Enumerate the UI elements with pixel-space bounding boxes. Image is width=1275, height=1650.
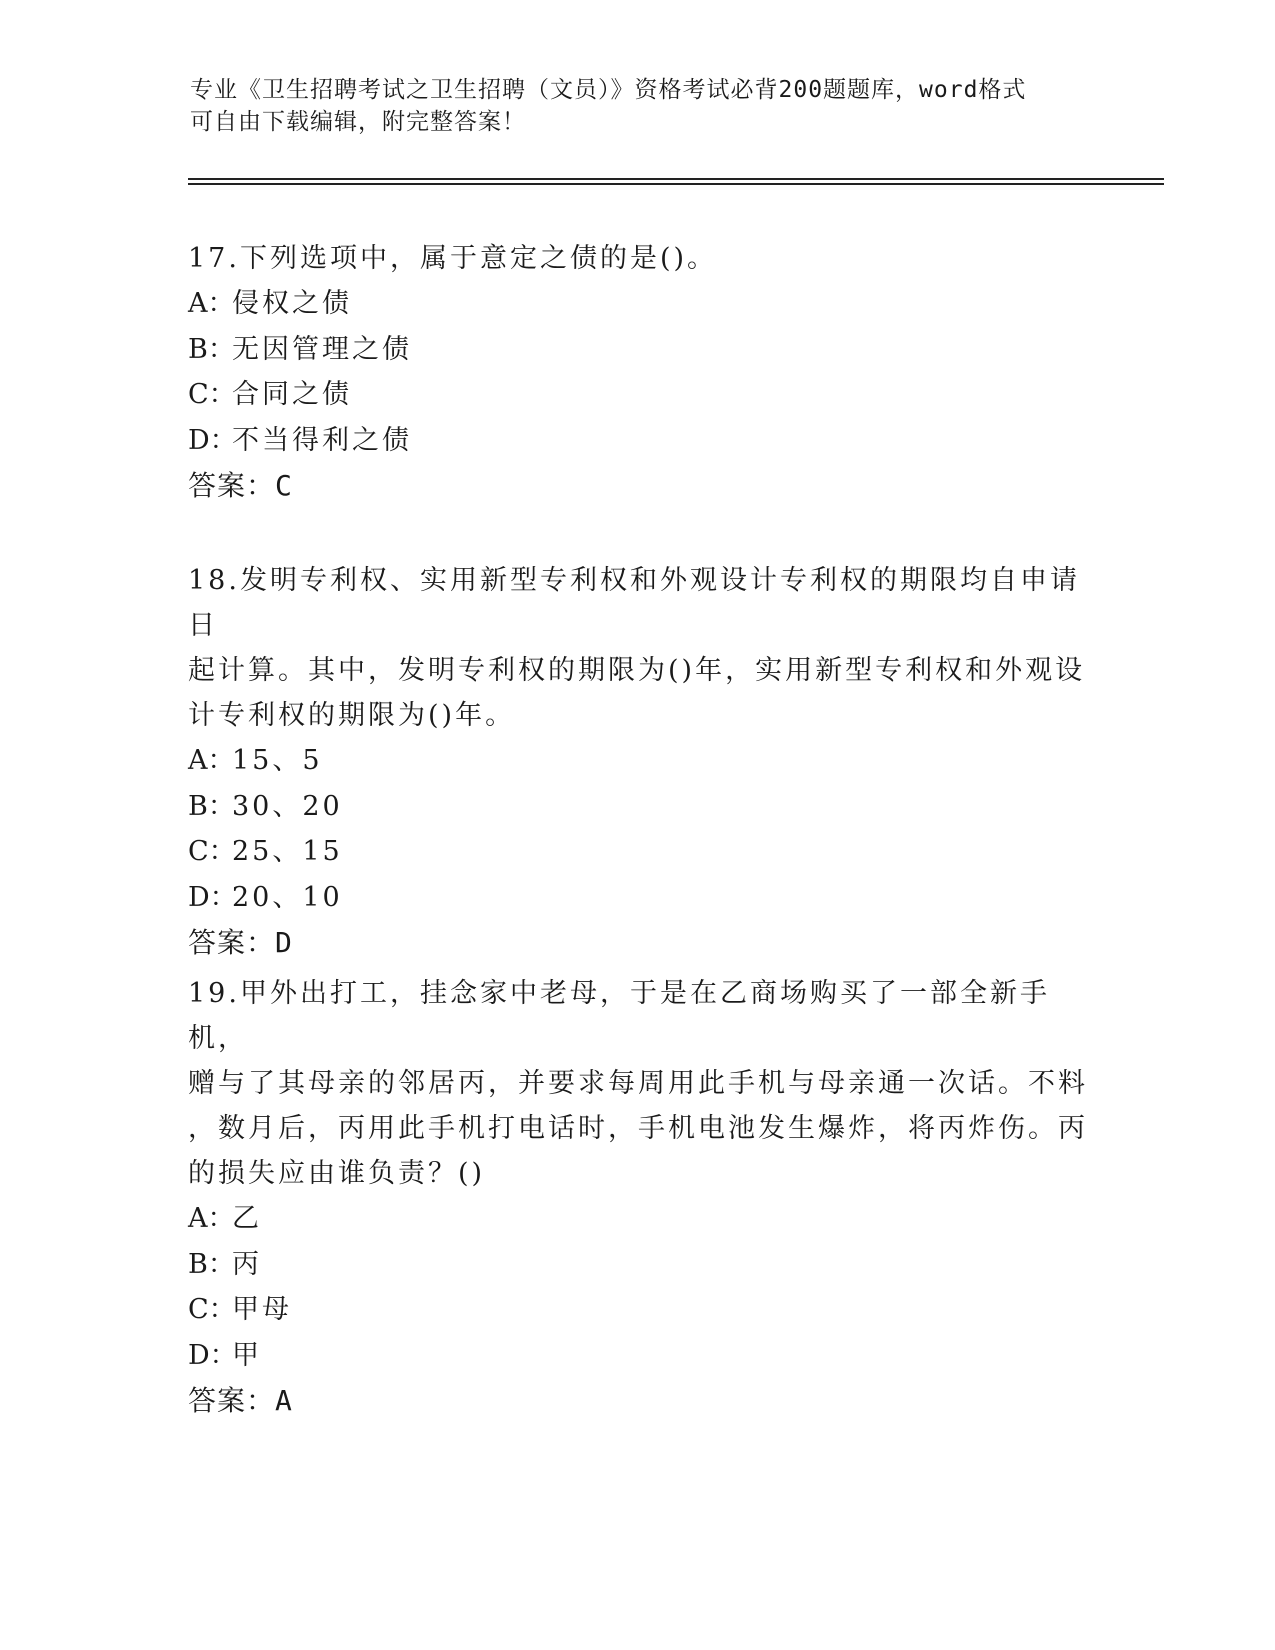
option-text: 30、20: [232, 790, 343, 822]
option-key: C：: [188, 836, 236, 867]
option-a: [188, 1196, 1088, 1242]
option-key: A：: [188, 745, 235, 776]
answer-line: 答案：D: [188, 926, 293, 959]
document-header: [190, 74, 1090, 138]
question-text-line: 17.下列选项中，属于意定之债的是()。: [188, 243, 718, 274]
option-b: [188, 784, 1088, 830]
option-key: A：: [188, 1203, 235, 1234]
option-key: D：: [188, 881, 237, 913]
header-divider-bottom: [188, 183, 1164, 185]
answer-line: 答案：C: [188, 469, 293, 502]
option-key: C：: [188, 1294, 236, 1325]
option-c: [188, 372, 1088, 418]
question-text-line: ，数月后，丙用此手机打电话时，手机电池发生爆炸，将丙炸伤。丙: [188, 1113, 1088, 1144]
question-18: [188, 558, 1088, 965]
option-text: 不当得利之债: [232, 424, 412, 456]
question-17: [188, 236, 1088, 508]
option-text: 20、10: [232, 881, 343, 913]
header-line-2: 可自由下载编辑，附完整答案！: [190, 109, 526, 135]
option-text: 15、5: [232, 745, 323, 776]
option-key: B：: [188, 1248, 235, 1280]
option-a: [188, 281, 1088, 327]
option-c: [188, 1287, 1088, 1333]
option-text: 侵权之债: [232, 288, 352, 319]
option-text: 乙: [232, 1203, 262, 1234]
option-text: 25、15: [232, 836, 343, 867]
option-d: [188, 1333, 1088, 1379]
option-text: 丙: [232, 1248, 262, 1280]
option-c: [188, 829, 1088, 875]
answer-line: 答案：A: [188, 1384, 293, 1417]
option-key: D：: [188, 424, 237, 456]
option-d: [188, 418, 1088, 464]
question-text-line: 赠与了其母亲的邻居丙，并要求每周用此手机与母亲通一次话。不料: [188, 1068, 1088, 1099]
question-text-line: 计专利权的期限为()年。: [188, 700, 516, 731]
option-key: A：: [188, 288, 235, 319]
option-text: 合同之债: [232, 379, 352, 410]
option-b: [188, 1242, 1088, 1288]
option-key: C：: [188, 379, 236, 410]
option-b: [188, 327, 1088, 373]
option-d: [188, 875, 1088, 921]
option-a: [188, 738, 1088, 784]
header-line-1: 专业《卫生招聘考试之卫生招聘（文员）》资格考试必背200题题库，word格式: [190, 77, 1027, 103]
option-key: B：: [188, 333, 235, 365]
option-text: 甲母: [232, 1294, 292, 1325]
question-text-line: 的损失应由谁负责？(): [188, 1158, 486, 1189]
option-text: 甲: [232, 1339, 262, 1371]
question-text-line: 18.发明专利权、实用新型专利权和外观设计专利权的期限均自申请日: [188, 565, 1080, 641]
header-divider-top: [188, 178, 1164, 180]
question-19: [188, 971, 1088, 1423]
option-key: D：: [188, 1339, 237, 1371]
question-text-line: 起计算。其中，发明专利权的期限为()年，实用新型专利权和外观设: [188, 655, 1086, 686]
option-text: 无因管理之债: [232, 333, 412, 365]
question-text-line: 19.甲外出打工，挂念家中老母，于是在乙商场购买了一部全新手机，: [188, 978, 1050, 1054]
option-key: B：: [188, 790, 235, 822]
